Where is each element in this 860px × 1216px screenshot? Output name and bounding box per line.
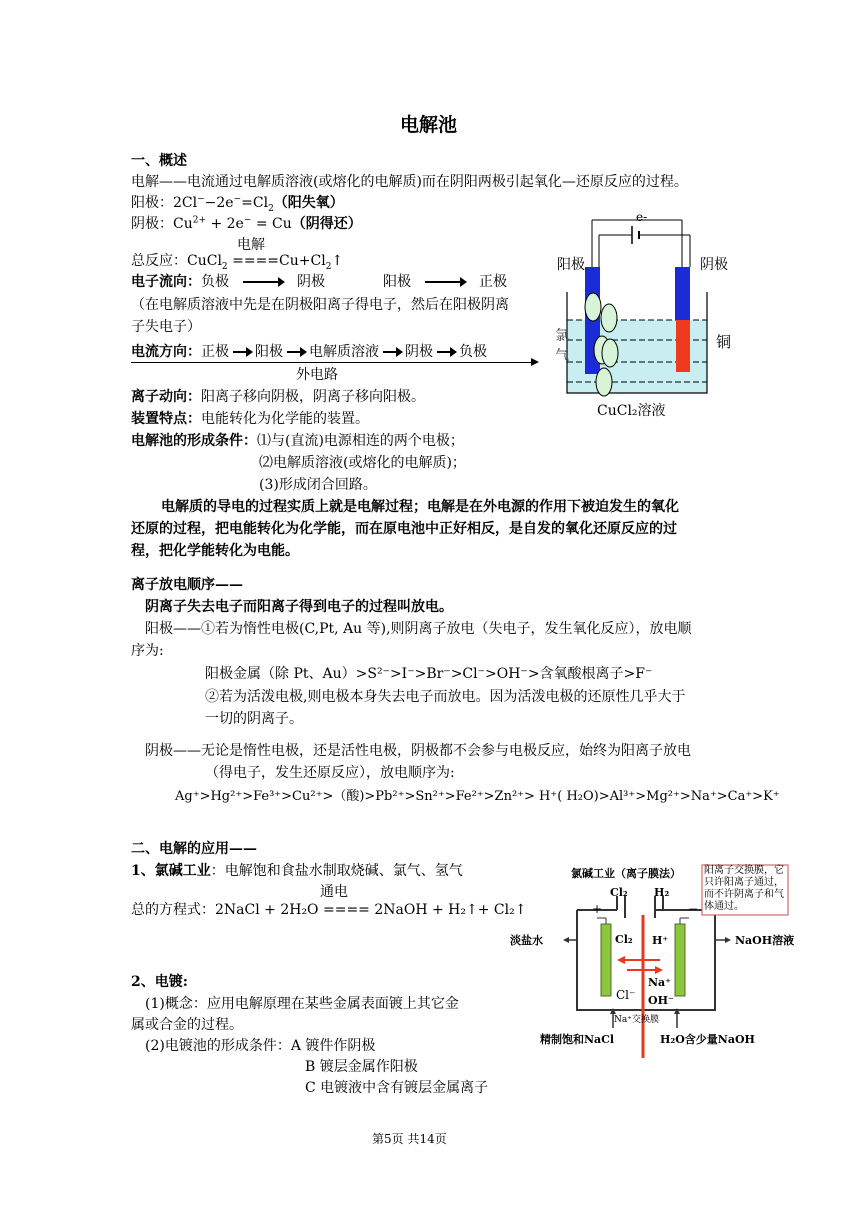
solution-label: CuCl₂溶液 xyxy=(597,403,666,419)
discharge-definition: 阴离子失去电子而阳离子得到电子的过程叫放电。 xyxy=(145,599,453,615)
anode-discharge-2: 序为: xyxy=(131,643,164,659)
electron-flow-note-2: 子失电子） xyxy=(131,319,201,335)
anode-discharge-4: 一切的阴离子。 xyxy=(205,711,303,727)
chlor-alkali-label: 1、氯碱工业 xyxy=(131,863,211,879)
fig2-cl-minus: Cl⁻ xyxy=(616,988,636,1002)
device-feature xyxy=(131,410,369,428)
formation-condition-3: (3)形成闭合回路。 xyxy=(259,477,377,493)
outer-circuit-label: 外电路 xyxy=(296,367,338,383)
formation-condition-2: ⑵电解质溶液(或熔化的电解质)； xyxy=(259,455,466,471)
cathode-reaction: 阴极：$Cu^{2+} + 2e^- = Cu$（阴得还） xyxy=(131,215,362,232)
summary-paragraph-3: 程，把化学能转化为电能。 xyxy=(131,543,299,559)
cathode-discharge-order: Ag⁺>Hg²⁺>Fe³⁺>Cu²⁺>（酸)>Pb²⁺>Sn²⁺>Fe²⁺>Zn²⁺> H⁺( H₂O)>Al³⁺>Mg²⁺>Na⁺>Ca⁺>K⁺ xyxy=(175,789,780,804)
arrow-icon xyxy=(437,351,455,353)
total-reaction-condition: 电解 xyxy=(237,237,265,253)
electrolysis-cell-diagram xyxy=(555,210,735,422)
fig2-plus: + xyxy=(592,902,603,916)
anode-label: 阳极 xyxy=(557,257,585,273)
formation-conditions xyxy=(131,432,464,450)
discharge-heading: 离子放电顺序—— xyxy=(131,577,243,593)
electron-flow-3: 阳极 xyxy=(383,274,411,290)
fig2-note-4: 体通过。 xyxy=(704,901,744,912)
electron-flow-1: 负极 xyxy=(201,274,229,290)
fig2-cl2-inside: Cl₂ xyxy=(615,933,633,946)
cathode-prefix: 阴极：Cu xyxy=(131,216,193,232)
ion-movement xyxy=(131,388,425,406)
cathode-discharge-2: （得电子，发生还原反应），放电顺序为: xyxy=(205,765,455,781)
fig2-note-3: 而不许阴离子和气 xyxy=(704,889,784,900)
current-flow-label: 电流方向： xyxy=(131,344,201,360)
summary-paragraph-1: 电解质的导电的过程实质上就是电解过程；电解是在外电源的作用下被迫发生的氧化 xyxy=(161,499,679,515)
fig2-right-out: NaOH溶液 xyxy=(735,934,795,947)
fig2-note-1: 阳离子交换膜，它 xyxy=(704,865,784,876)
electron-flow-note-1: （在电解质溶液中先是在阴极阳离子得电子，然后在阳极阴离 xyxy=(131,297,509,313)
fig2-note-2: 只许阳离子通过， xyxy=(704,877,784,888)
anode-discharge-1: 阳极——①若为惰性电极(C,Pt, Au 等),则阴离子放电（失电子，发生氧化反应），放电顺 xyxy=(145,621,692,637)
electron-flow-4: 正极 xyxy=(479,274,507,290)
plating-condition-a: (2)电镀池的形成条件：A 镀件作阴极 xyxy=(145,1038,376,1054)
anode-discharge-3: ②若为活泼电极,则电极本身失去电子而放电。因为活泼电极的还原性几乎大于 xyxy=(205,689,686,705)
arrow-icon xyxy=(233,351,251,353)
electron-flow xyxy=(131,273,507,291)
arrow-icon xyxy=(383,351,401,353)
outer-circuit-line xyxy=(131,362,533,363)
current-flow-1: 正极 xyxy=(201,344,229,360)
chlor-alkali-equation: 总的方程式：2NaCl + 2H₂O ==== 2NaOH + H₂↑+ Cl₂↑ xyxy=(131,902,527,918)
fig2-oh-minus: OH⁻ xyxy=(648,994,674,1007)
anode-discharge-order: 阳极金属（除 Pt、Au）>S²⁻>I⁻>Br⁻>Cl⁻>OH⁻>含氧酸根离子>F⁻ xyxy=(205,666,653,682)
plating-condition-c: C 电镀液中含有镀层金属离子 xyxy=(305,1080,489,1096)
current-flow-5: 负极 xyxy=(459,344,487,360)
formation-conditions-label: 电解池的形成条件： xyxy=(131,433,257,449)
arrow-icon xyxy=(425,281,465,283)
fig2-membrane: Na⁺交换膜 xyxy=(614,1015,659,1025)
cathode-discharge-1: 阴极——无论是惰性电极，还是活性电极，阴极都不会参与电极反应，始终为阳离子放电 xyxy=(145,743,691,759)
fig2-h2-top: H₂ xyxy=(654,886,670,899)
chlor-alkali-text: ：电解饱和食盐水制取烧碱、氯气、氢气 xyxy=(210,863,463,879)
electron-flow-2: 阴极 xyxy=(297,274,325,290)
total-label: 总反应：CuCl xyxy=(131,253,222,269)
chlorine-gas-label: 氯气 xyxy=(555,328,569,364)
anode-mid: −2e xyxy=(204,195,234,211)
cathode-mid: + 2e xyxy=(206,216,244,232)
chlor-alkali-line xyxy=(131,862,463,880)
device-feature-text: 电能转化为化学能的装置。 xyxy=(201,411,369,427)
ion-movement-text: 阳离子移向阴极，阴离子移向阳极。 xyxy=(201,389,425,405)
fig2-minus: − xyxy=(688,902,699,916)
current-flow xyxy=(131,343,487,361)
plating-condition-b: B 镀层金属作阳极 xyxy=(305,1059,418,1075)
total-reaction: 总反应：CuCl$_2$ $====Cu+Cl_2↑$ xyxy=(131,253,344,272)
fig2-left-out: 淡盐水 xyxy=(510,934,543,947)
section-heading-applications: 二、电解的应用—— xyxy=(131,841,257,857)
fig2-right-in: H₂O含少量NaOH xyxy=(660,1033,755,1046)
formation-condition-1: ⑴与(直流)电源相连的两个电极； xyxy=(257,433,464,449)
anode-note: （阳失氧） xyxy=(273,195,344,211)
current-flow-4: 阴极 xyxy=(405,344,433,360)
cathode-note: （阴得还） xyxy=(291,216,362,232)
copper-label: 铜 xyxy=(716,333,732,351)
equation-condition: 通电 xyxy=(320,884,348,900)
arrow-icon xyxy=(287,351,305,353)
section-heading-overview: 一、概述 xyxy=(131,153,187,169)
arrow-icon xyxy=(243,281,283,283)
cathode-eq: = Cu xyxy=(251,216,292,232)
anode-reaction: 阳极：$2Cl^--2e^-=Cl_2$（阳失氧） xyxy=(131,194,344,214)
fig2-left-in: 精制饱和NaCl xyxy=(540,1033,615,1046)
current-flow-3: 电解质溶液 xyxy=(309,344,379,360)
page-title: 电解池 xyxy=(400,114,458,136)
anode-prefix: 阳极：2Cl xyxy=(131,195,198,211)
electron-flow-label: 电子流向： xyxy=(131,274,201,290)
fig2-h-plus: H⁺ xyxy=(652,934,669,947)
current-flow-2: 阳极 xyxy=(255,344,283,360)
total-rest: ====Cu+Cl xyxy=(227,253,326,269)
device-feature-label: 装置特点： xyxy=(131,411,201,427)
fig2-na-plus: Na⁺ xyxy=(648,976,671,989)
summary-paragraph-2: 还原的过程，把电能转化为化学能，而在原电池中正好相反，是自发的氧化还原反应的过 xyxy=(131,521,677,537)
page-footer: 第5页 共14页 xyxy=(372,1132,447,1146)
plating-concept-1: (1)概念：应用电解原理在某些金属表面镀上其它金 xyxy=(145,996,459,1012)
plating-concept-2: 属或合金的过程。 xyxy=(131,1017,243,1033)
cathode-label: 阴极 xyxy=(700,257,728,273)
anode-eq: =Cl xyxy=(241,195,269,211)
fig2-cl2-top: Cl₂ xyxy=(610,886,628,899)
ion-movement-label: 离子动向： xyxy=(131,389,201,405)
electron-label: e- xyxy=(636,210,648,224)
electrolysis-definition: 电解——电流通过电解质溶液(或熔化的电解质)而在阴阳两极引起氧化—还原反应的过程。 xyxy=(131,174,688,190)
fig2-title: 氯碱工业（离子膜法） xyxy=(571,867,681,880)
outer-circuit-arrowhead xyxy=(531,358,539,366)
electroplating-heading: 2、电镀: xyxy=(131,974,188,990)
